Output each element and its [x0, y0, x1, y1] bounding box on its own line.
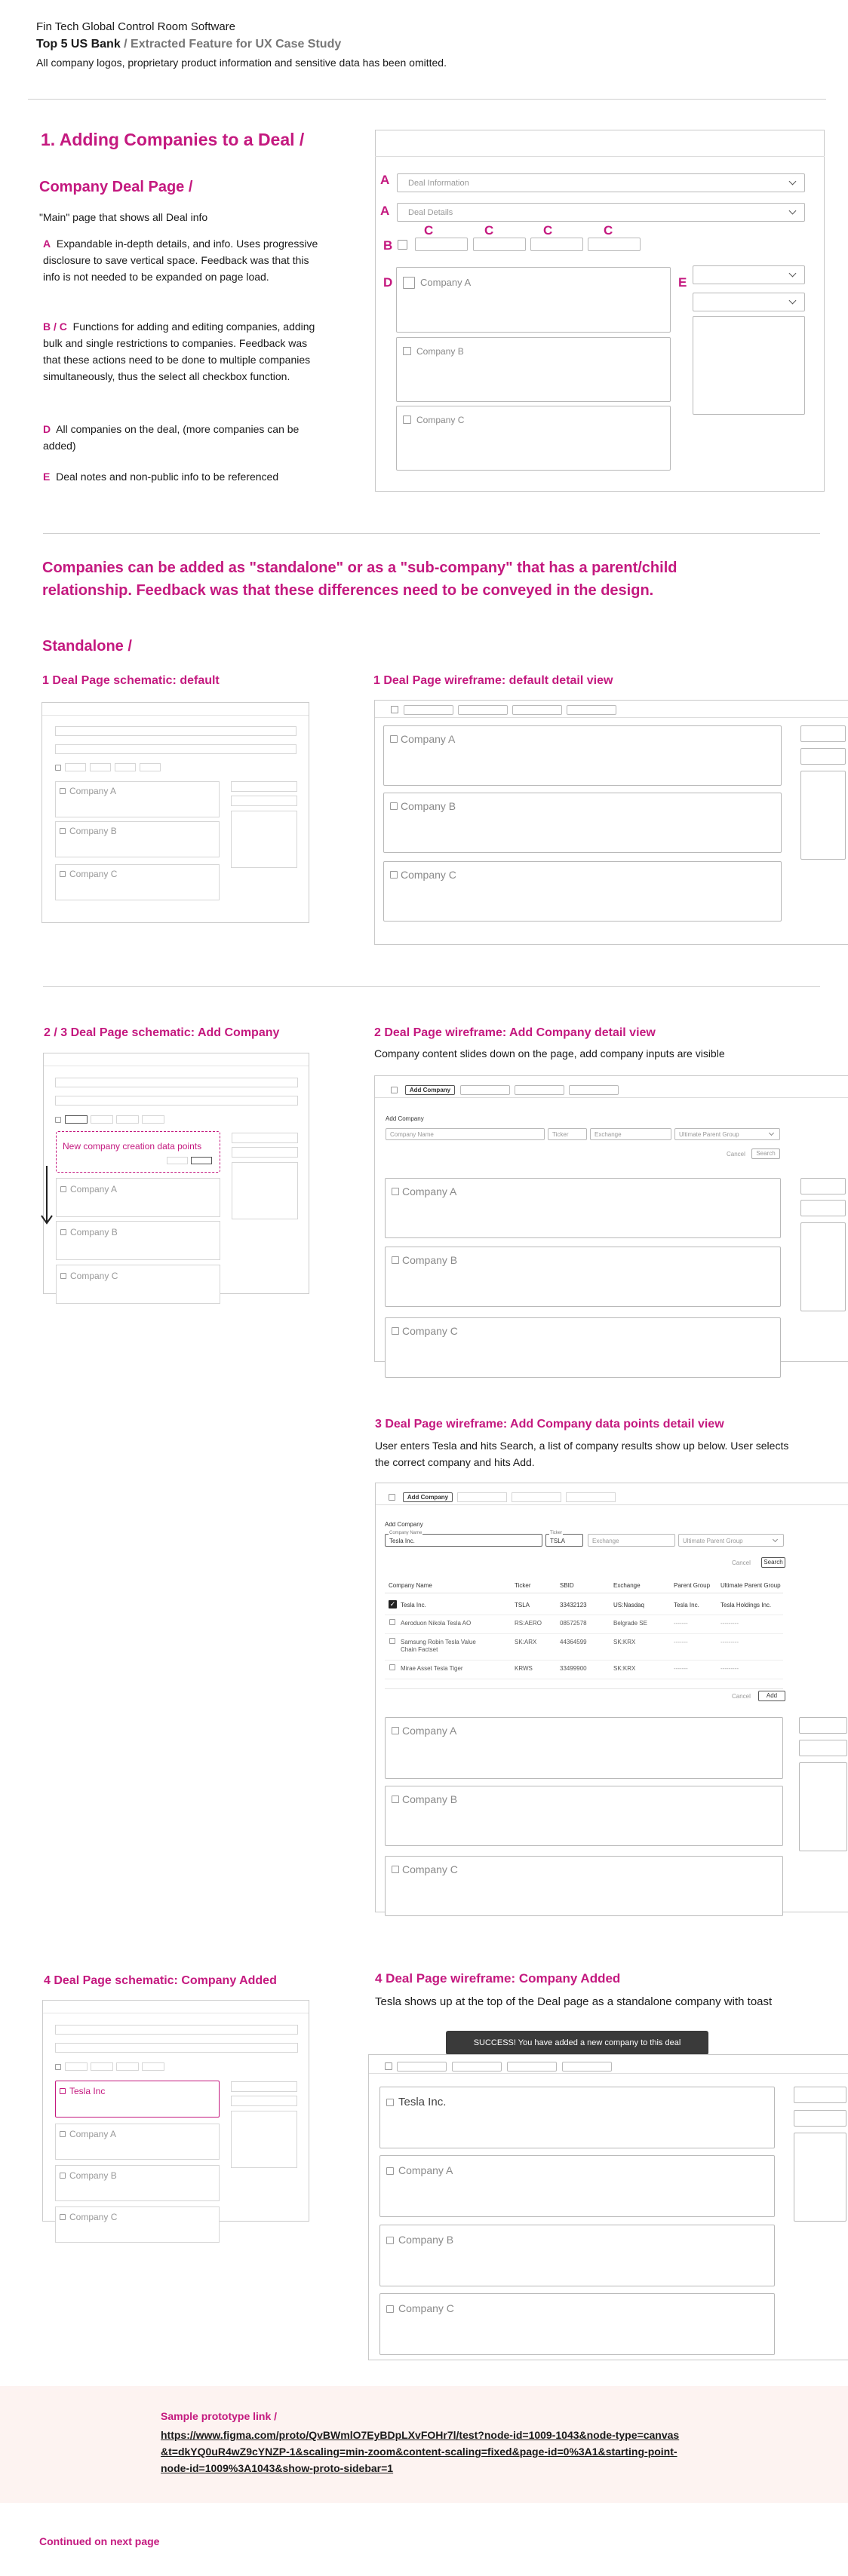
section2-statement: Companies can be added as "standalone" or as a "sub-company" that has a parent/child relationship. Feedback was that these differences need to be conveyed in the design. — [42, 560, 677, 599]
row-sbid: 44364599 — [560, 1639, 587, 1645]
wf1-company-b[interactable] — [383, 793, 782, 853]
wf1-side-panel — [800, 771, 846, 860]
wf4-select-all[interactable] — [385, 2062, 392, 2070]
wf2-company-b[interactable] — [385, 1247, 781, 1307]
cancel-link[interactable]: Cancel — [732, 1559, 751, 1566]
schematic-side-2 — [232, 1147, 298, 1158]
schematic-company-c-label: Company C — [70, 1271, 118, 1281]
item-d-text: All companies on the deal, (more companies can be added) — [43, 423, 300, 452]
row-checkbox[interactable] — [389, 1638, 395, 1644]
wf4-company-tesla[interactable] — [379, 2087, 775, 2148]
checked-checkbox-icon[interactable]: ✓ — [389, 1600, 396, 1608]
item-bc — [43, 318, 326, 385]
wf1-company-a-checkbox[interactable] — [390, 735, 398, 743]
ticker-input[interactable] — [545, 1531, 583, 1547]
wf2-company-b-label: Company B — [402, 1254, 458, 1266]
wf1-company-c-checkbox[interactable] — [390, 871, 398, 879]
wf4-company-b-label: Company B — [398, 2234, 454, 2246]
parent-group-placeholder: Ultimate Parent Group — [683, 1538, 743, 1544]
wf1-company-a-label: Company A — [401, 733, 456, 745]
exchange-placeholder: Exchange — [595, 1131, 622, 1138]
wf2-select-all[interactable] — [391, 1087, 398, 1093]
row-ticker: SK:ARX — [515, 1639, 537, 1645]
schematic-bar-1 — [55, 2025, 298, 2035]
item-e-key: E — [43, 471, 51, 483]
schematic-default — [41, 702, 309, 923]
wf4-company-a-label: Company A — [398, 2164, 453, 2176]
standalone-heading: Standalone / — [42, 638, 132, 655]
wireframe1-heading: 1 Deal Page wireframe: default detail view — [373, 674, 613, 687]
action-button-2[interactable] — [473, 238, 526, 251]
wireframe4-desc: Tesla shows up at the top of the Deal page as a standalone company with toast — [375, 1995, 773, 2008]
col-header-sbid: SBID — [560, 1582, 574, 1589]
wf2-company-a-label: Company A — [402, 1185, 457, 1198]
header — [36, 20, 813, 71]
deal-details-label: Deal Details — [408, 208, 453, 217]
title-bold: Top 5 US Bank — [36, 38, 121, 51]
schematic-btn-1 — [65, 763, 86, 771]
chevron-down-icon — [789, 270, 797, 278]
select-all-checkbox[interactable] — [398, 240, 407, 250]
schematic-company-c — [56, 1265, 220, 1304]
row-sbid: 33432123 — [560, 1602, 587, 1608]
new-company-points-label: New company creation data points — [63, 1141, 202, 1152]
wireframe-company-added — [368, 2054, 848, 2360]
wf1-side-1[interactable] — [800, 725, 846, 742]
ticker-value: TSLA — [550, 1538, 566, 1544]
wf4-side-1[interactable] — [794, 2087, 846, 2103]
result-row[interactable] — [385, 1598, 783, 1613]
schematic-side-2 — [231, 796, 297, 806]
marker-c3: C — [543, 223, 553, 238]
schematic-btn-3 — [116, 2062, 139, 2071]
row-exchange: SK:KRX — [613, 1665, 636, 1672]
schematic-company-a — [56, 1178, 220, 1217]
wf2-company-c-label: Company C — [402, 1325, 458, 1337]
row-checkbox[interactable] — [389, 1619, 395, 1625]
schematic-side-panel — [231, 2111, 297, 2168]
row-ticker: KRWS — [515, 1665, 533, 1672]
schematic-btn-2 — [90, 763, 111, 771]
item-d-key: D — [43, 423, 51, 435]
company-card-b[interactable] — [396, 337, 671, 402]
row-name: Mirae Asset Tesla Tiger — [401, 1665, 463, 1672]
action-button-3[interactable] — [530, 238, 583, 251]
section1-heading: 1. Adding Companies to a Deal / — [41, 130, 305, 149]
row-name: Aeroduon Nikola Tesla AO — [401, 1620, 472, 1627]
item-bc-key: B / C — [43, 320, 67, 333]
schematic-side-panel — [232, 1162, 298, 1219]
item-d — [43, 421, 322, 454]
wf4-company-b-checkbox[interactable] — [386, 2237, 394, 2244]
wf2-company-c-checkbox[interactable] — [392, 1327, 399, 1335]
schematic-company-c-label: Company C — [69, 869, 118, 879]
wf4-company-a-checkbox[interactable] — [386, 2167, 394, 2175]
row-sbid: 08572578 — [560, 1620, 587, 1627]
schematic-side-panel — [231, 811, 297, 868]
row-sbid: 33499900 — [560, 1665, 587, 1672]
schematic-btn-3 — [116, 1115, 139, 1124]
wf3-company-c-checkbox[interactable] — [392, 1866, 399, 1873]
wf3-company-b-checkbox[interactable] — [392, 1796, 399, 1803]
wf4-action-4[interactable] — [562, 2062, 612, 2072]
schematic-company-b — [55, 821, 220, 857]
wf4-company-a[interactable] — [379, 2155, 775, 2217]
wf4-company-c[interactable] — [379, 2293, 775, 2355]
item-a-key: A — [43, 238, 51, 250]
section1-subheading: Company Deal Page / — [39, 179, 193, 195]
wf1-action-4[interactable] — [567, 705, 616, 715]
wireframe3-heading: 3 Deal Page wireframe: Add Company data points detail view — [375, 1418, 724, 1431]
marker-a1: A — [380, 173, 390, 187]
company-c-checkbox[interactable] — [403, 416, 411, 424]
disclaimer: All company logos, proprietary product information and sensitive data has been omitted. — [36, 57, 447, 69]
item-a-text: Expandable in-depth details, and info. Uses progressive disclosure to save vertical space. Feedback was that this info is not needed to be expanded on page load. — [43, 238, 318, 283]
wf2-action-4[interactable] — [569, 1085, 619, 1095]
wf1-select-all[interactable] — [391, 706, 398, 713]
company-b-label: Company B — [416, 346, 464, 357]
schematic-company-a — [55, 781, 220, 817]
ticker-placeholder: Ticker — [552, 1131, 569, 1138]
schematic-btn-3 — [115, 763, 136, 771]
action-button-1[interactable] — [415, 238, 468, 251]
result-row[interactable] — [385, 1616, 783, 1631]
marker-c4: C — [604, 223, 613, 238]
wf3-action-3[interactable] — [512, 1492, 561, 1502]
wf-topbar — [375, 156, 825, 157]
wf3-side-2[interactable] — [799, 1740, 847, 1756]
schematic-side-1 — [231, 2081, 297, 2092]
schematic-btn-4 — [140, 763, 161, 771]
exchange-input[interactable] — [590, 1128, 671, 1140]
wireframe-default — [374, 700, 848, 945]
company-name-float-label: Company Name — [389, 1531, 422, 1535]
schematic-company-b-label: Company B — [69, 2170, 117, 2181]
wf1-company-b-label: Company B — [401, 800, 456, 812]
cancel-link[interactable]: Cancel — [732, 1693, 751, 1700]
schematic-company-a-label: Company A — [69, 786, 117, 796]
schematic-checkbox — [55, 1117, 61, 1123]
deal-info-dropdown[interactable] — [397, 173, 805, 192]
chevron-down-icon — [773, 1537, 778, 1542]
row-name: Samsung Robin Tesla Value Chain Factset — [401, 1639, 476, 1653]
section1-intro: "Main" page that shows all Deal info — [39, 211, 208, 223]
item-bc-text: Functions for adding and editing companies, adding bulk and single restrictions to companies. Feedback was that these actions need to be done to multiple companies simultaneously, thus the select all checkbox function. — [43, 320, 315, 382]
add-company-form-title: Add Company — [386, 1115, 424, 1122]
schematic-side-1 — [231, 781, 297, 792]
wf1-company-c[interactable] — [383, 861, 782, 922]
wireframe2-heading: 2 Deal Page wireframe: Add Company detail view — [374, 1026, 656, 1039]
new-company-dashed-box — [56, 1131, 220, 1173]
schematic-company-c-label: Company C — [69, 2212, 118, 2222]
wf3-action-4[interactable] — [566, 1492, 616, 1502]
schematic-bar-1 — [55, 1078, 298, 1087]
wf4-tesla-checkbox[interactable] — [386, 2099, 394, 2106]
row-exchange: Belgrade SE — [613, 1620, 647, 1627]
add-company-form-title: Add Company — [385, 1521, 423, 1528]
prototype-link[interactable]: https://www.figma.com/proto/QvBWmlO7EyBDpLXvFOHr7l/test?node-id=1009-1043&node-type=canvas&t=dkYQ0uR4wZ9cYNZP-1&scaling=min-zoom&content-scaling=fixed&page-id=0%3A1&starting-point-node-id=1009%3A1043&show-proto-sidebar=1 — [161, 2429, 680, 2474]
wf2-action-2[interactable] — [460, 1085, 510, 1095]
parent-group-select[interactable] — [678, 1534, 784, 1547]
success-toast: SUCCESS! You have added a new company to this deal — [446, 2031, 708, 2055]
wireframe3-desc: User enters Tesla and hits Search, a list of company results show up below. User selects the correct company and hits Add. — [375, 1440, 789, 1468]
schematic-btn-2 — [91, 2062, 113, 2071]
company-card-c[interactable] — [396, 406, 671, 471]
wf3-side-1[interactable] — [799, 1717, 847, 1734]
row-name: Tesla Inc. — [401, 1602, 426, 1608]
marker-c2: C — [484, 223, 494, 238]
wf3-side-panel — [799, 1762, 847, 1851]
wf3-company-c-label: Company C — [402, 1863, 458, 1875]
wf4-action-2[interactable] — [452, 2062, 502, 2072]
wf1-action-1[interactable] — [404, 705, 453, 715]
chevron-down-icon — [789, 178, 797, 186]
wf3-company-a-label: Company A — [402, 1725, 457, 1737]
deal-details-dropdown[interactable] — [397, 203, 805, 222]
wf3-company-c[interactable] — [385, 1856, 783, 1916]
wf1-side-2[interactable] — [800, 748, 846, 765]
company-a-label: Company A — [420, 277, 472, 288]
exchange-input[interactable] — [588, 1534, 675, 1547]
schematic-bar-2 — [55, 1096, 298, 1106]
wf2-side-panel — [800, 1222, 846, 1311]
wf1-action-3[interactable] — [512, 705, 562, 715]
row-ultimate: --------- — [720, 1665, 739, 1672]
row-parent: ------- — [674, 1665, 688, 1672]
schematic-checkbox — [55, 765, 61, 771]
item-e — [43, 468, 322, 485]
prototype-link-label: Sample prototype link / — [161, 2410, 278, 2422]
wf3-select-all[interactable] — [389, 1494, 395, 1501]
schematic-company-b-label: Company B — [69, 826, 117, 836]
chevron-down-icon — [789, 297, 797, 305]
ticker-float-label: Ticker — [550, 1531, 563, 1535]
notes-dropdown-2[interactable] — [693, 293, 805, 311]
wf2-action-3[interactable] — [515, 1085, 564, 1095]
wireframe4-heading: 4 Deal Page wireframe: Company Added — [375, 1971, 621, 1986]
schematic-side-2 — [231, 2096, 297, 2106]
company-card-a[interactable] — [396, 267, 671, 333]
company-name-input[interactable] — [386, 1128, 545, 1140]
schematic-tesla — [55, 2081, 220, 2118]
wf4-company-c-label: Company C — [398, 2302, 454, 2314]
row-ultimate: --------- — [720, 1639, 739, 1645]
wf4-company-c-checkbox[interactable] — [386, 2305, 394, 2313]
add-company-button[interactable]: Add Company — [403, 1492, 453, 1502]
parent-group-select[interactable] — [674, 1128, 780, 1140]
item-a — [43, 235, 322, 285]
wf1-company-c-label: Company C — [401, 869, 456, 881]
wireframe2-desc: Company content slides down on the page, add company inputs are visible — [374, 1047, 725, 1060]
schematic4-heading: 4 Deal Page schematic: Company Added — [44, 1974, 277, 1987]
cancel-link[interactable]: Cancel — [727, 1151, 745, 1158]
company-name-value: Tesla Inc. — [389, 1538, 415, 1544]
marker-a2: A — [380, 204, 390, 218]
row-parent: Tesla Inc. — [674, 1602, 699, 1608]
wf4-action-3[interactable] — [507, 2062, 557, 2072]
col-header-ultimate: Ultimate Parent Group — [720, 1582, 781, 1589]
schematic-company-b — [56, 1221, 220, 1260]
search-button[interactable]: Search — [761, 1557, 785, 1568]
schematic-company-a-label: Company A — [69, 2129, 117, 2139]
wireframe-search-results — [375, 1483, 848, 1912]
col-header-parent: Parent Group — [674, 1582, 711, 1589]
page-title — [36, 35, 813, 54]
result-row[interactable] — [385, 1635, 783, 1658]
schematic-btn-4 — [142, 1115, 164, 1124]
wf1-company-b-checkbox[interactable] — [390, 802, 398, 810]
schematic23-heading: 2 / 3 Deal Page schematic: Add Company — [44, 1026, 280, 1039]
row-ultimate: Tesla Holdings Inc. — [720, 1602, 772, 1608]
deal-info-label: Deal Information — [408, 179, 469, 188]
chevron-down-icon — [789, 207, 797, 215]
row-parent: ------- — [674, 1639, 688, 1645]
row-parent: ------- — [674, 1620, 688, 1627]
schematic1-heading: 1 Deal Page schematic: default — [42, 674, 220, 687]
schematic-bar-2 — [55, 2043, 298, 2053]
wf4-action-1[interactable] — [397, 2062, 447, 2072]
wf1-company-a[interactable] — [383, 725, 782, 786]
parent-group-placeholder: Ultimate Parent Group — [679, 1131, 739, 1138]
schematic-company-a — [55, 2124, 220, 2160]
schematic-add-company — [43, 1053, 309, 1294]
wf2-company-b-checkbox[interactable] — [392, 1256, 399, 1264]
wf4-side-panel — [794, 2133, 846, 2222]
wf3-company-a-checkbox[interactable] — [392, 1727, 399, 1734]
schematic-btn-2 — [91, 1115, 113, 1124]
item-e-text: Deal notes and non-public info to be referenced — [56, 471, 279, 483]
schematic-btn-1 — [65, 2062, 88, 2071]
schematic-company-a-label: Company A — [70, 1184, 118, 1194]
row-ultimate: --------- — [720, 1620, 739, 1627]
schematic-company-b — [55, 2165, 220, 2201]
wf2-company-c[interactable] — [385, 1317, 781, 1378]
result-row[interactable] — [385, 1661, 783, 1676]
col-header-ticker: Ticker — [515, 1582, 531, 1589]
chevron-down-icon — [769, 1130, 774, 1136]
wf3-company-a[interactable] — [385, 1717, 783, 1779]
company-name-input[interactable] — [385, 1531, 542, 1547]
divider — [28, 99, 826, 100]
action-button-4[interactable] — [588, 238, 641, 251]
wf3-company-b-label: Company B — [402, 1793, 458, 1805]
company-line: Fin Tech Global Control Room Software — [36, 20, 236, 33]
title-rest: / Extracted Feature for UX Case Study — [120, 38, 342, 51]
row-ticker: RS:AERO — [515, 1620, 542, 1627]
wf2-company-a[interactable] — [385, 1178, 781, 1238]
col-header-name: Company Name — [389, 1582, 432, 1589]
schematic-bar-1 — [55, 726, 296, 736]
schematic-btn-active — [65, 1115, 88, 1124]
schematic-company-c — [55, 2206, 220, 2243]
wf3-company-b[interactable] — [385, 1786, 783, 1846]
row-exchange: SK:KRX — [613, 1639, 636, 1645]
wf2-side-1[interactable] — [800, 1178, 846, 1194]
marker-e: E — [678, 275, 687, 290]
marker-b: B — [383, 238, 393, 253]
wireframe-add-company — [374, 1075, 848, 1362]
arrow-down-icon — [39, 1166, 54, 1226]
schematic-bar-2 — [55, 744, 296, 754]
schematic-tesla-label: Tesla Inc — [69, 2086, 106, 2096]
continued-label: Continued on next page — [39, 2535, 160, 2547]
company-name-placeholder: Company Name — [390, 1131, 434, 1138]
company-a-checkbox[interactable] — [403, 277, 415, 289]
col-header-exchange: Exchange — [613, 1582, 641, 1589]
add-company-button[interactable]: Add Company — [405, 1085, 455, 1095]
schematic-company-c — [55, 864, 220, 900]
divider — [43, 533, 820, 534]
company-b-checkbox[interactable] — [403, 347, 411, 355]
marker-c1: C — [424, 223, 434, 238]
schematic-checkbox — [55, 2064, 61, 2070]
schematic-company-added — [42, 2000, 309, 2222]
notes-panel — [693, 316, 805, 415]
notes-dropdown-1[interactable] — [693, 265, 805, 284]
wf1-action-2[interactable] — [458, 705, 508, 715]
wf2-company-a-checkbox[interactable] — [392, 1188, 399, 1195]
company-c-label: Company C — [416, 415, 465, 425]
search-button[interactable]: Search — [751, 1148, 780, 1159]
row-ticker: TSLA — [515, 1602, 530, 1608]
add-button[interactable]: Add — [758, 1691, 785, 1701]
schematic-side-1 — [232, 1133, 298, 1143]
divider — [43, 986, 820, 987]
wf4-company-b[interactable] — [379, 2225, 775, 2286]
wf4-side-2[interactable] — [794, 2110, 846, 2127]
schematic-company-b-label: Company B — [70, 1227, 118, 1237]
exchange-placeholder: Exchange — [592, 1538, 619, 1544]
wf4-tesla-label: Tesla Inc. — [398, 2096, 447, 2108]
row-exchange: US:Nasdaq — [613, 1602, 644, 1608]
ticker-input[interactable] — [548, 1128, 587, 1140]
wf2-side-2[interactable] — [800, 1200, 846, 1216]
schematic-btn-4 — [142, 2062, 164, 2071]
wf3-action-2[interactable] — [457, 1492, 507, 1502]
marker-d: D — [383, 275, 393, 290]
row-checkbox[interactable] — [389, 1664, 395, 1670]
